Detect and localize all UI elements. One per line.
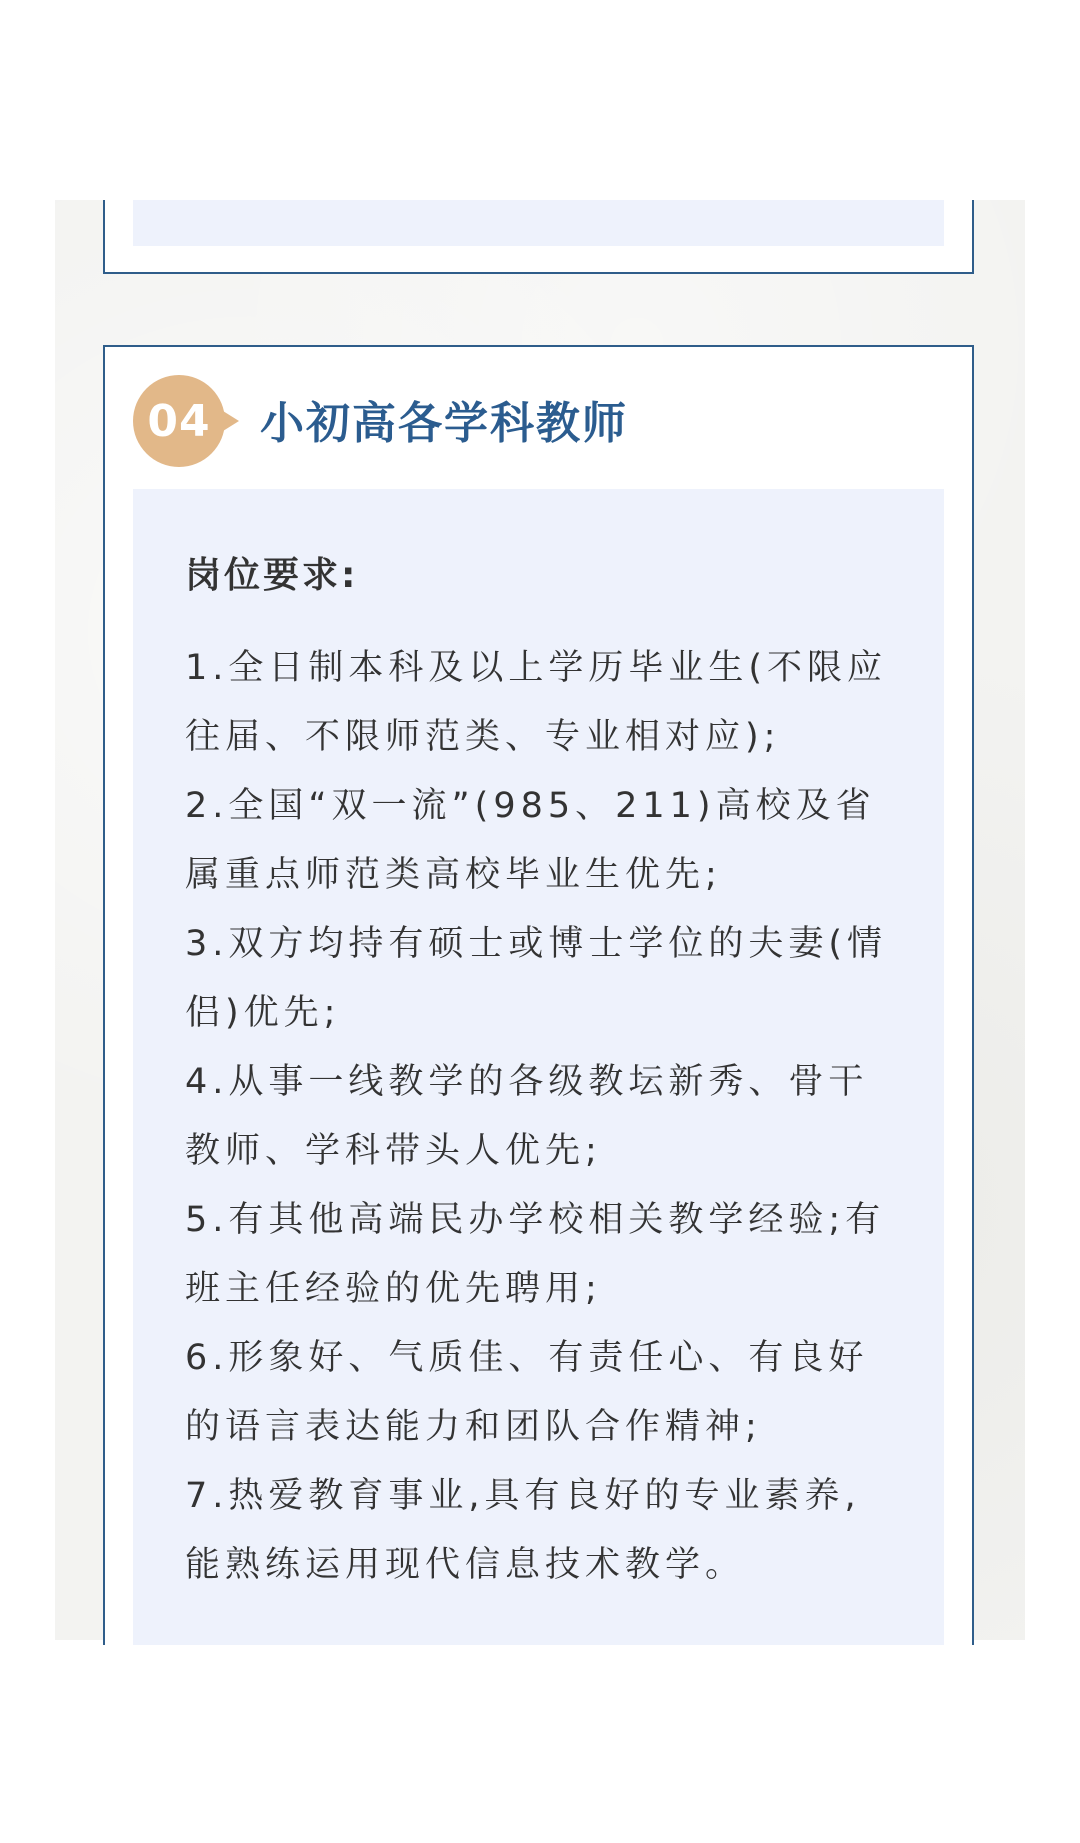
requirements-panel: [133, 489, 944, 1645]
previous-card: [103, 200, 974, 274]
job-title: 小初高各学科教师: [260, 398, 628, 449]
requirement-item-1: 1.全日制本科及以上学历毕业生(不限应往届、不限师范类、专业相对应);: [185, 648, 888, 757]
requirements-heading: 岗位要求:: [185, 555, 359, 596]
job-card: [103, 345, 974, 1645]
requirement-item-2: 2.全国“双一流”(985、211)高校及省属重点师范类高校毕业生优先;: [185, 786, 876, 895]
previous-card-panel: [133, 200, 944, 246]
requirement-item-7: 7.热爱教育事业,具有良好的专业素养,能熟练运用现代信息技术教学。: [185, 1476, 861, 1585]
number-badge: 04: [133, 375, 225, 467]
requirement-item-5: 5.有其他高端民办学校相关教学经验;有班主任经验的优先聘用;: [185, 1200, 886, 1309]
requirement-item-3: 3.双方均持有硕士或博士学位的夫妻(情侣)优先;: [185, 924, 888, 1033]
requirement-item-6: 6.形象好、气质佳、有责任心、有良好的语言表达能力和团队合作精神;: [185, 1338, 869, 1447]
requirement-item-4: 4.从事一线教学的各级教坛新秀、骨干教师、学科带头人优先;: [185, 1062, 869, 1171]
